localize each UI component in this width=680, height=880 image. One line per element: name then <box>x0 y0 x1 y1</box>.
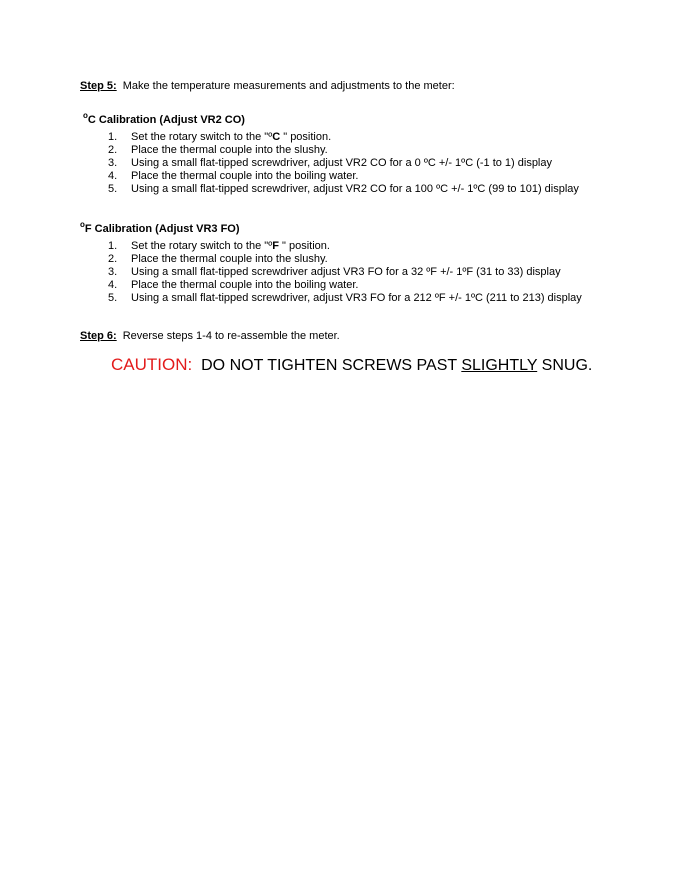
caution-underlined-word: SLIGHTLY <box>461 357 538 374</box>
list-item <box>108 157 579 170</box>
list-text-bold: C <box>272 131 281 143</box>
step-6-label: Step 6: <box>80 330 117 342</box>
list-text: Using a small flat-tipped screwdriver, adjust VR3 FO for a 212 ºF +/- 1ºC (211 to 213) display <box>131 291 582 304</box>
step-5-text: Make the temperature measurements and adjustments to the meter: <box>122 80 455 92</box>
list-number: 4. <box>108 278 118 291</box>
list-number: 5. <box>108 291 118 304</box>
list-text: Using a small flat-tipped screwdriver adjust VR3 FO for a 32 ºF +/- 1ºF (31 to 33) display <box>131 265 561 278</box>
list-number: 1. <box>108 131 118 143</box>
list-text: Set the rotary switch to the "º <box>131 240 273 252</box>
list-item <box>108 292 582 305</box>
degree-sup: o <box>80 220 85 229</box>
list-number: 4. <box>108 169 118 182</box>
celsius-steps-list <box>108 131 579 195</box>
fahrenheit-calibration-title <box>80 220 240 235</box>
step-5 <box>80 80 455 92</box>
list-item <box>108 240 582 253</box>
list-item <box>108 253 582 266</box>
list-item <box>108 131 579 144</box>
list-text: Using a small flat-tipped screwdriver, adjust VR2 CO for a 0 ºC +/- 1ºC (-1 to 1) display <box>131 156 552 169</box>
caution-label: CAUTION: <box>111 355 193 374</box>
list-number: 3. <box>108 156 118 169</box>
list-number: 5. <box>108 182 118 195</box>
list-text: Set the rotary switch to the "º <box>131 131 273 143</box>
step-5-label: Step 5: <box>80 80 117 92</box>
list-item <box>108 183 579 196</box>
fahrenheit-steps-list <box>108 240 582 304</box>
fahrenheit-title-text: F Calibration (Adjust VR3 FO) <box>84 223 240 235</box>
list-text: Place the thermal couple into the slushy. <box>131 143 328 156</box>
list-number: 2. <box>108 252 118 265</box>
celsius-calibration-title <box>83 111 245 126</box>
list-item <box>108 170 579 183</box>
list-number: 3. <box>108 265 118 278</box>
list-number: 1. <box>108 240 118 252</box>
list-item <box>108 279 582 292</box>
step-6 <box>80 330 340 342</box>
list-text: Place the thermal couple into the boiling water. <box>131 278 359 291</box>
list-text: Place the thermal couple into the slushy. <box>131 252 328 265</box>
list-item <box>108 266 582 279</box>
list-text: " position. <box>280 131 332 143</box>
caution-text: DO NOT TIGHTEN SCREWS PAST <box>201 357 457 374</box>
list-number: 2. <box>108 143 118 156</box>
step-6-text: Reverse steps 1-4 to re-assemble the meter. <box>122 330 340 342</box>
caution-notice <box>111 355 592 375</box>
caution-text-end: SNUG. <box>541 357 593 374</box>
celsius-title-text: C Calibration (Adjust VR2 CO) <box>87 114 245 126</box>
list-text: Using a small flat-tipped screwdriver, adjust VR2 CO for a 100 ºC +/- 1ºC (99 to 101) display <box>131 182 579 195</box>
list-item <box>108 144 579 157</box>
degree-sup: o <box>83 111 88 120</box>
list-text: " position. <box>278 240 330 252</box>
list-text-bold: F <box>272 240 279 252</box>
list-text: Place the thermal couple into the boiling water. <box>131 169 359 182</box>
